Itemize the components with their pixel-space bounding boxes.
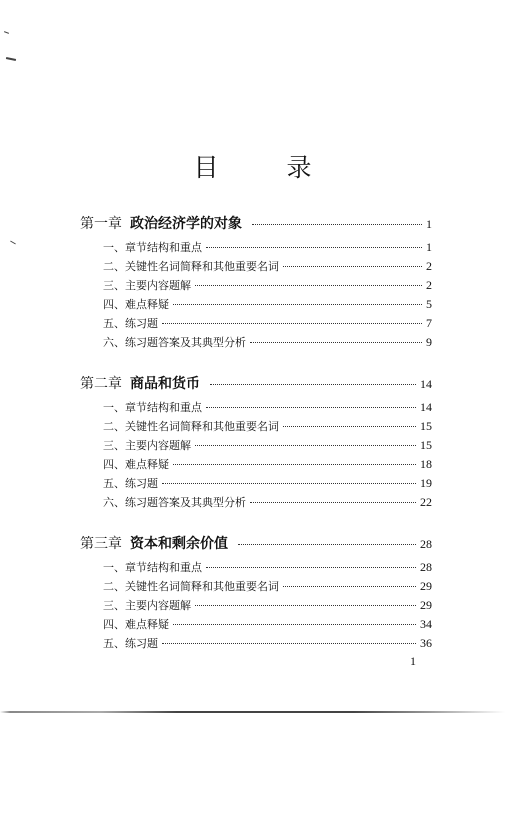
section-page: 2: [426, 278, 432, 292]
section-entry[interactable]: [80, 559, 432, 578]
scan-speck: [4, 31, 9, 34]
section-title: 二、关键性名词简释和其他重要名词: [103, 420, 279, 433]
chapter-block: [80, 373, 432, 513]
chapter-block: [80, 533, 432, 654]
section-title: 六、练习题答案及其典型分析: [103, 336, 246, 349]
dot-leader: [195, 445, 416, 446]
section-entry[interactable]: [80, 616, 432, 635]
dot-leader: [250, 502, 416, 503]
section-page: 29: [420, 579, 432, 593]
section-page: 15: [420, 419, 432, 433]
section-entry[interactable]: [80, 315, 432, 334]
dot-leader: [210, 384, 416, 385]
section-page: 7: [426, 316, 432, 330]
page-number: 1: [410, 654, 416, 668]
scan-speck: [6, 57, 16, 61]
chapter-number: 第三章: [80, 536, 122, 552]
section-title: 五、练习题: [103, 637, 158, 650]
section-page: 28: [420, 560, 432, 574]
section-page: 36: [420, 636, 432, 650]
dot-leader: [238, 544, 416, 545]
section-entry[interactable]: [80, 494, 432, 513]
chapter-entry[interactable]: [80, 533, 432, 559]
section-entry[interactable]: [80, 239, 432, 258]
section-title: 二、关键性名词简释和其他重要名词: [103, 260, 279, 273]
chapter-entry[interactable]: [80, 213, 432, 239]
section-page: 22: [420, 495, 432, 509]
dot-leader: [206, 567, 416, 568]
section-page: 15: [420, 438, 432, 452]
chapter-title: 资本和剩余价值: [130, 536, 228, 552]
section-page: 29: [420, 598, 432, 612]
dot-leader: [250, 342, 422, 343]
dot-leader: [173, 624, 416, 625]
section-title: 四、难点释疑: [103, 618, 169, 631]
section-title: 三、主要内容题解: [103, 599, 191, 612]
section-entry[interactable]: [80, 399, 432, 418]
dot-leader: [173, 464, 416, 465]
section-entry[interactable]: [80, 277, 432, 296]
section-page: 18: [420, 457, 432, 471]
section-page: 34: [420, 617, 432, 631]
dot-leader: [162, 483, 416, 484]
chapter-title: 商品和货币: [130, 376, 200, 392]
chapter-entry[interactable]: [80, 373, 432, 399]
chapter-label: [80, 213, 248, 233]
section-page: 2: [426, 259, 432, 273]
section-entry[interactable]: [80, 635, 432, 654]
section-title: 五、练习题: [103, 477, 158, 490]
section-page: 9: [426, 335, 432, 349]
section-entry[interactable]: [80, 437, 432, 456]
chapter-title: 政治经济学的对象: [130, 216, 242, 232]
dot-leader: [283, 426, 416, 427]
section-title: 一、章节结构和重点: [103, 401, 202, 414]
chapter-page: 1: [426, 217, 432, 231]
table-of-contents: [80, 213, 432, 674]
chapter-page: 14: [420, 377, 432, 391]
chapter-number: 第二章: [80, 376, 122, 392]
section-title: 三、主要内容题解: [103, 279, 191, 292]
chapter-label: [80, 373, 206, 393]
section-title: 四、难点释疑: [103, 298, 169, 311]
section-title: 二、关键性名词简释和其他重要名词: [103, 580, 279, 593]
dot-leader: [173, 304, 422, 305]
section-title: 一、章节结构和重点: [103, 241, 202, 254]
section-entry[interactable]: [80, 418, 432, 437]
section-entry[interactable]: [80, 258, 432, 277]
section-title: 一、章节结构和重点: [103, 561, 202, 574]
dot-leader: [283, 586, 416, 587]
section-entry[interactable]: [80, 334, 432, 353]
bottom-rule: [0, 711, 505, 713]
section-entry[interactable]: [80, 597, 432, 616]
section-title: 六、练习题答案及其典型分析: [103, 496, 246, 509]
dot-leader: [162, 643, 416, 644]
section-entry[interactable]: [80, 456, 432, 475]
section-page: 1: [426, 240, 432, 254]
section-title: 四、难点释疑: [103, 458, 169, 471]
section-entry[interactable]: [80, 475, 432, 494]
section-entry[interactable]: [80, 578, 432, 597]
section-title: 三、主要内容题解: [103, 439, 191, 452]
section-page: 5: [426, 297, 432, 311]
dot-leader: [195, 285, 422, 286]
chapter-number: 第一章: [80, 216, 122, 232]
dot-leader: [195, 605, 416, 606]
chapter-page: 28: [420, 537, 432, 551]
chapter-label: [80, 533, 234, 553]
dot-leader: [283, 266, 422, 267]
dot-leader: [252, 224, 422, 225]
section-page: 14: [420, 400, 432, 414]
section-entry[interactable]: [80, 296, 432, 315]
page-title: 目 录: [193, 153, 342, 182]
dot-leader: [162, 323, 422, 324]
dot-leader: [206, 247, 422, 248]
scan-speck: [10, 241, 16, 245]
section-title: 五、练习题: [103, 317, 158, 330]
section-page: 19: [420, 476, 432, 490]
dot-leader: [206, 407, 416, 408]
chapter-block: [80, 213, 432, 353]
